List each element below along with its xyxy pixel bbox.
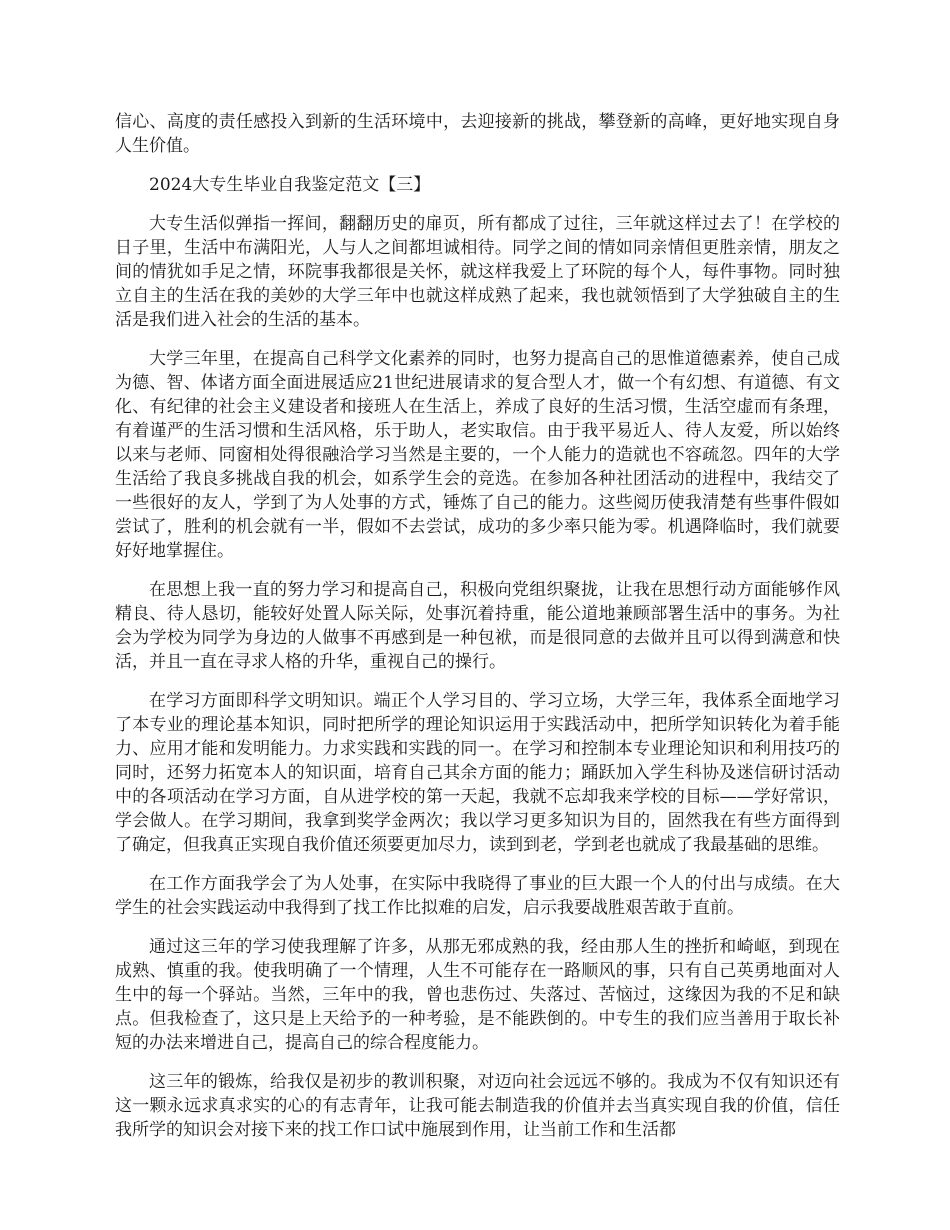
body-paragraph-5: 在工作方面我学会了为人处事，在实际中我晓得了事业的巨大跟一个人的付出与成绩。在大学生的社会实践运动中我得到了找工作比拟难的启发，启示我要战胜艰苦敢于直前。 [115,874,840,918]
body-paragraph-2: 大学三年里，在提高自己科学文化素养的同时，也努力提高自己的思惟道德素养，使自己成为德、智、体诸方面全面进展适应21世纪进展请求的复合型人才，做一个有幻想、有道德、有文化、有纪律的社会主义建设者和接班人在生活上，养成了良好的生活习惯，生活空虚而有条理，有着谨严的生活习惯和生活风格，乐于助人，老实取信。由于我平易近人、待人友爱，所以始终以来与老师、同窗相处得很融洽学习当然是主要的，一个人能力的造就也不容疏忽。四年的大学生活给了我良多挑战自我的机会，如系学生会的竞选。在参加各种社团活动的进程中，我结交了一些很好的友人，学到了为人处事的方式，锤炼了自己的能力。这些阅历使我清楚有些事件假如尝试了，胜利的机会就有一半，假如不去尝试，成功的多少率只能为零。机遇降临时，我们就要好好地掌握住。 [115,349,840,561]
document-page [115,110,840,1157]
body-paragraph-6: 通过这三年的学习使我理解了许多，从那无邪成熟的我，经由那人生的挫折和崎岖，到现在成熟、慎重的我。使我明确了一个情理，人生不可能存在一路顺风的事，只有自己英勇地面对人生中的每一个驿站。当然，三年中的我，曾也悲伤过、失落过、苦恼过，这缘因为我的不足和缺点。但我检查了，这只是上天给予的一种考验，是不能跌倒的。中专生的我们应当善用于取长补短的办法来增进自己，提高自己的综合程度能力。 [115,937,840,1053]
body-paragraph-1: 大专生活似弹指一挥间，翻翻历史的扉页，所有都成了过往，三年就这样过去了！在学校的日子里，生活中布满阳光，人与人之间都坦诚相待。同学之间的情如同亲情但更胜亲情，朋友之间的情犹如手足之情，环院事我都很是关怀，就这样我爱上了环院的每个人，每件事物。同时独立自主的生活在我的美妙的大学三年中也就这样成熟了起来，我也就领悟到了大学独破自主的生活是我们进入社会的生活的基本。 [115,214,840,330]
body-paragraph-4: 在学习方面即科学文明知识。端正个人学习目的、学习立场，大学三年，我体系全面地学习了本专业的理论基本知识，同时把所学的理论知识运用于实践活动中，把所学知识转化为着手能力、应用才能和发明能力。力求实践和实践的同一。在学习和控制本专业理论知识和利用技巧的同时，还努力拓宽本人的知识面，培育自己其余方面的能力；踊跃加入学生科协及迷信研讨活动中的各项活动在学习方面，自从进学校的第一天起，我就不忘却我来学校的目标——学好常识，学会做人。在学习期间，我拿到奖学金两次；我以学习更多知识为目的，固然我在有些方面得到了确定，但我真正实现自我价值还须要更加尽力，读到到老，学到老也就成了我最基础的思维。 [115,691,840,855]
body-paragraph-3: 在思想上我一直的努力学习和提高自己，积极向党组织聚拢，让我在思想行动方面能够作风精良、待人恳切，能较好处置人际关际，处事沉着持重，能公道地兼顾部署生活中的事务。为社会为学校为同学为身边的人做事不再感到是一种包袱，而是很同意的去做并且可以得到满意和快活，并且一直在寻求人格的升华，重视自己的操行。 [115,580,840,672]
section-title: 2024大专生毕业自我鉴定范文【三】 [149,175,431,195]
body-paragraph-7: 这三年的锻炼，给我仅是初步的教训积聚，对迈向社会远远不够的。我成为不仅有知识还有这一颗永远求真求实的心的有志青年，让我可能去制造我的价值并去当真实现自我的价值，信任我所学的知识会对接下来的找工作口试中施展到作用，让当前工作和生活都 [115,1072,840,1140]
continuation-paragraph: 信心、高度的责任感投入到新的生活环境中，去迎接新的挑战，攀登新的高峰，更好地实现自身人生价值。 [115,112,840,156]
